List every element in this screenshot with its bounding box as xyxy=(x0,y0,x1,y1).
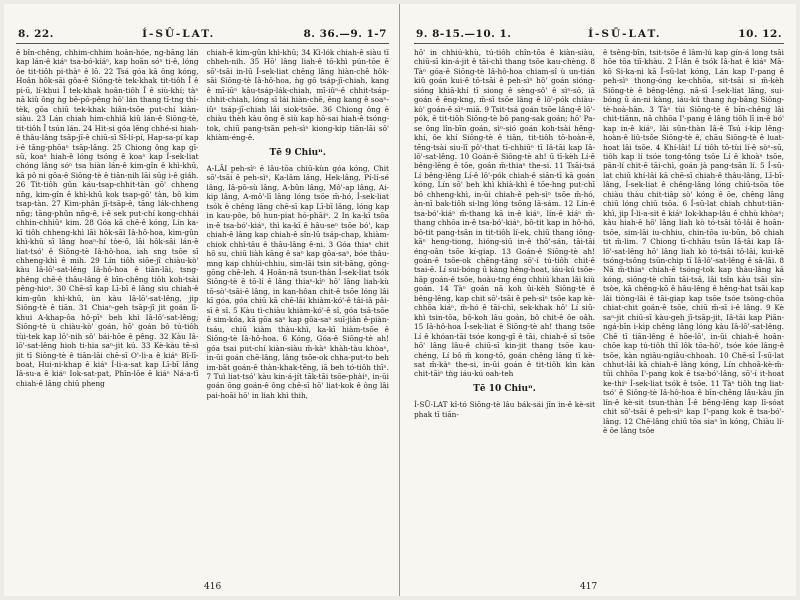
right-page-header xyxy=(414,10,784,44)
text-block: A-LÂI peh-sìⁿ ê lâu-tōa chiū-kùn góa kóng, Chit sō'-tsāi ê peh-sìⁿ, Ka-lâm lâng, Hek-lâng, Pí-lí-sé lâng, Iâ-pō-sù lâng, A-bûn lâng, Mô'-ap lâng, Ai-kip lâng, A-mô'-lī lâng lóng tsōe m̄-hó, Í-sek-liat tsók ê chêng lâng chē-sī kap Lī-bī lâng, lóng kap in kau-pôe, bô hun-piat hó-phāiⁿ. 2 In ka-kī tsōa in-ê tsa-bó'-kiáⁿ, thì ka-kī ê hâu-seⁿ tsōe bó', kap chiah-ê lâng kap chiah-ê sîn-lū tsáp-chap, khiàm-chiok chhì-tâu ê thâu-lâng ê-ni. 3 Góa thiaⁿ chit hō su, chiū liàh kāng ê saⁿ kap gōa-saⁿ, bóe thâu-mng kap chhùi-chhiu, sim-lāi tsin sit-bāng, gōng-gōng chē-leh. 4 Hoân-nā tsun-thàn Í-sek-liat tsók Siōng-tè ê tō-lí ê lâng thiaⁿ-kìⁿ hō' lâng liah-kù tō-sò'-tsāi-ê lâng, in kan-hôan chit-ê tsōe lóng lâi kī góa, góa chiū kā chē-lâi khiàm-kó'-ê tâi-iâ pâi-sī ê sî. 5 Kàu tì-chiàu khiàm-kó'-ê sî, góa tsā-tsōe ê sim-kóa, kā gōa saⁿ kap gōa-saⁿ suī-jiân ê-piàn-tsáu, chiū kiàm thàu-khì, ka-kī hiàm-tsōe ê Siōng-tè Iâ-hô-hoa. 6 Kóng, Góa-ê Siōng-tè ah! góa tsai put-chí kiàn-siàu m̄-kàⁿ khàh-tàu khòaⁿ, in-ūi goán chē-lâng, lâng tsōe-ok chha-put-to beh im-bāt goán-ê thàn-khak-tēng, iā beh tó-tiôh thīⁿ. 7 Tuì liat-tsó' kàu kin-á-jít tāk-tāi tsōe-phàiⁿ, in-ūi goán ōng goán-ê ông chē-sī hō' liat-kok ê ông lâi pai-hoāi hō' in liah khì thih, xyxy=(206,163,389,400)
right-header-title: Í-SŪ-LAT. xyxy=(588,28,662,40)
left-page xyxy=(4,4,400,596)
right-header-range: 10. 12. xyxy=(738,28,782,40)
right-column-1 xyxy=(414,48,595,588)
right-page xyxy=(400,4,796,596)
right-header-reference: 9. 8-15.—10. 1. xyxy=(416,28,512,40)
left-column-2 xyxy=(207,48,390,588)
page-number: 417 xyxy=(580,582,598,592)
left-page-header xyxy=(16,10,389,44)
chapter-heading: Tē 10 Chiuⁿ. xyxy=(473,383,536,394)
right-column-2 xyxy=(603,48,784,588)
left-header-title: Í-SÛ-LAT. xyxy=(142,28,216,40)
left-header-range: 8. 36.—9. 1-7 xyxy=(303,28,387,40)
left-column-1 xyxy=(16,48,199,588)
book-spread xyxy=(4,4,796,596)
text-block: chiah-ê kim-gûn khì-khū; 34 Kì-lók chiah-ê siàu tī chheh-nih. 35 Hō' lâng liah-ê tō-khì pún-tōe ê sō'-tsāi in-lū Í-sek-liat chêng lâng hiàn-chê hôk-sāi Siōng-tè Iâ-hô-hoa, ǹg gō tsáp-jī-chiah, kang ê mī-iūⁿ kâu-tsáp-lák-chiah, mī-iûⁿ-ê chhit-tsáp-chhit-chiah, lóng sī lái hiàn-chē, ēng kang ê soaⁿ-iûⁿ tsáp-jī-chiah lâi siok-tsōe. 36 Chiong ông ê chiàu thèh kàu ông ê siù kap hō-sai hiah-ê tsóng-tok, chiū pang-tsān peh-sìⁿ kiong-kip tiān-lāi sô' khiàm-éng-ê. xyxy=(206,48,389,143)
text-block: ê bîn-chêng, chhim-chhim hoân-hóe, ng-bāng lán kap lán-ê kiáⁿ tsa-bó-kiáⁿ, kap hoān sóⁿ ti-ê, lóng ôe tit-tiôh pi-thàⁿ ê lō. 22 Tsá góa kā ông kóng, Hoân hôk-sāi gôa-ê Siōng-tè tek-khak tit-tiôh Î ê pi-ū, lí-khui Î tek-khak hoân-tiôh Î ê siù-khí; tàⁿ nā kiû ông ǹg bē-pō-pêng hō' lán thang tī-tng thì-tèk, gōa chiū tek-khak hiân-tsōe put-chí kiàn-siàu. 23 Lán chiah him-chhiā kiû lán-ê Siōng-tè, tit-tiôh Î tsún lán. 24 Hit-si góa lêng chhé-si hiah-ê thâu-lâng tsāp-jī-ê chiū-sī Sî-lí-pí, Hap-sa-pí kap i-ê tāng-phōaⁿ tsāp-lâng. 25 Chiong ông kap gī-sū, koaⁿ hiah-ê lóng tsóng ê koaⁿ kap Í-sek-liat chóng lâng sóⁿ tsa hiàn lán-ê kim-gîn ê khì-khū, kā pô ni gōa-ê Siōng-tè ê tiān-nih lāi sūg i-ê giáh. 26 Tit-tiôh gûn káu-tsap-chhit-tàn gō' chheng nn̄g, kim-gîn ê khì-khū kok tsap-gō' tàn, bô kim tsap-tàn. 27 Kim-phân jī-tsāp-ê, tāng lák-chheng nn̄g; tāng-phûn nn̄g-ê, i-ê sek put-chí kong-chhái chhin-chhiūⁿ kim. 28 Góa kā chē-ê kóng, Lín ka-kī tiôh chheng-khì lāi hôk-sāi Iâ-hô-hoa, kim-gûn khì-khū sī lâng hoaⁿ-hí tòe-ô, lâi hôk-sāi lán-ê liat-tsó' ê Siōng-tè Iâ-hô-hoa, iah sng tsōe sī chheng-khì ê mih. 29 Lín tiôh siōe-jî chiàu-kò' kàu Iâ-lō'-sat-lêng Iâ-hô-hoa ê tiān-lāi, tsng-phêng chē-ê thâu-lâng ê bīn-chêng tiôh koh-tsài pêng-hioⁿ. 30 Chē-sī kap Lī-bī ê lâng siu chiah-ê kim-gûn khì-khū, ùn kàu Iâ-lō'-sat-lêng, jip Siōng-tè ê tiān. 31 Chiaⁿ-geh tsāp-jī jit goán lī-khui A-khap-ôa hô-pīⁿ beh khì Iâ-lō'-sat-lêng; Siōng-tè ù chiàu-kò' goán, hō' goán bô tú-tiôh tùi-tek kap lō'-nih sô' bái-hōe ê pêng. 32 Kàu Iâ-lō'-sat-lêng hioh ti-hia saⁿ-jit kú. 33 Kè-kàu tē-sì jit tī Siōng-tè ê tiān-lāi chē-sī O'-li-a ê kiáⁿ Bī-lī-boat, Hui-ni-khap ê kiáⁿ Í-li-a-sat kap Lī-bī lâng Iâ-su-a ê kiáⁿ Iok-sat-pat, Phîn-lōe ê kiáⁿ Ná-a-tī chiah-ê lâng chiū pheng xyxy=(16,48,199,388)
page-number: 416 xyxy=(204,582,222,592)
text-block: hō' in chhiú-khù, tú-tiôh chîn-tōa ê kiàn-siàu, chiū-sī kin-á-jit ê tāi-chì thang tsōe kau-chèng. 8 Tàⁿ góa-ê Siōng-tè Iâ-hô-hoa chiam-sî ù un-tián kiû goán kui-ê tō-tsāi ê peh-sìⁿ hō' goán sióng-sióng khiā-khí tī siong ê sèng-sô' ê sìⁿ-sō, iā goán ê ēng-kng, m̄-sī tsōe lâng ê lō'-pók chiàu-kò' goán-ê sìⁿ-miā. 9 Tsit-tsá goán tsōe lâng-ê lō'-pók, ê tit-tiôh Siōng-tè bô pang-sak goán; hō' Pa-se ông lîn-bīn goán, sìⁿ-sió goán koh-tsài hêng-khí, ôe khí Siōng-tè ê tiān, tit-tiôh tō-hoàn-ê, tēng-tsài siu-lī pô'-that tī-chhiūⁿ tī Iâ-tāi kap Iâ-lō'-sat-lêng. 10 Goán-ê Siōng-tè ah! ū tī-kèh Lí-ê bêng-lêng ê tōe, goán m̄-thiaⁿ the-si. 11 Tsāi-tsá Lí bêng-lêng Lí-ê lō'-pók chiah-ê siān-tī kā goán kóng, Lín sō' beh khì khìà-khì ê tōe-hng put-chī bô chheng-khì, in-ūi chiah-ê peh-sìⁿ tsōe m̄-hó, àn-nī bak-tiôh si-lng lóng tsōng lā-sám. 12 Lín-ê tsa-bó'-kiáⁿ m̄-thang kā in-ê kiáⁿ, lín-ê kiáⁿ m̄-thang chhōa in-ê tsa-bó'-kiáⁿ, bô-tit kap in hô-hó, bô-tit pang-tsān in tit-tiôh lí-ek, chiū thang iông-kāⁿ heng-tiong, hióng-siū in-ê thô'-sán, tāi-tāi éng-oân tsōe kí-giap. 13 Goán-ê Siōng-tè ah! goán-ê tsōe-ok chêng-tāng sō'-í tú-tiôh chit-ê tsai-ē. Lí sui-bóng ū kàng hêng-hoat, iáu-kú tsōe-hāp goán-ê tsōe, hoàu-tng éng chhiú khan lâi kiù goán. 14 Tàⁿ goán nā koh ûi-kèh Siōng-tè ê bêng-lêng, kap chit sō'-tsāi ê peh-sìⁿ tsōe kap kè-chhōa kiáⁿ, m̄-hó ê tāi-chì, sek-khak hō' Lí siū-khì tsin-tōa, bô-koh lâu goán, bô chit-ê ôe oâh. 15 Iâ-hô-hoa Í-sek-liat ê Siōng-tè ah! thang tsōe Lí ê khóan-tāi tsóe kong-gī ê tāi, chiah-ê sī tsōe hō' lâng lâu-ê chiū-sī kin-jit thang tsōe kau-chéng, Lí bô m̄ kong-tō, goán chêng lâng tī kè-sat m̄-kàⁿ the-si, in-ūi goán ê tit-tiôh kìn kàn chit-tāiⁿ tǹg iáu-kú oah-teh xyxy=(414,48,595,379)
text-block: Í-SŪ-LAT kî-tó Siōng-tè lâu bák-sái jīn in-ê kè-sit phak tī tiān- xyxy=(414,400,595,419)
left-header-reference: 8. 22. xyxy=(18,28,54,40)
left-page-columns xyxy=(16,48,389,588)
right-page-columns xyxy=(414,48,784,588)
chapter-heading: Tē 9 Chiuⁿ. xyxy=(269,147,326,158)
text-block: ê tsêng-bīn, tsit-tsōe ê lâm-lú kap gín-á long tsāi hōe tōa tiī-khàu. 2 Î-lân ê tsók Iâ-hat ê kiáⁿ Mā-kō Si-ka-ni kā Í-sū-lat kóng, Lán kap I'-pang ê peh-sìⁿ thong-óng ke-chhōa, sit-tsāi si m̄-kèh Siōng-tè ê bêng-lēng. nā-sī Í-sek-liat lâng, sui-bóng ū án-ni kàng, iáu-kú thang ǹg-bāng Siōng-tè-hoà-hān. 3 Tàⁿ tùi Siōng-tè ê bīn-chêng lâi chit-tiānn, nā chhōa I'-pang ê lâng tiôh lī in-ê bó' kap in-ê kiáⁿ, lâi sûn-thàn Iâ-ê Tsú i-kip lêng-hoàn-ê liû-tsôe Siōng-tè ê, chāu Siōng-tè ê luat-hoat lâi tsōe. 4 Khí-lâi! Lí tiôh tō-tùi lí-ê sòⁿ-sū, tiôh kap lí tsóe tong-tông tsōe Lí ê khoàⁿ tsōe, pān-lí chit-ê tāi-chì, goán jà pang-tsān lí. 5 Í-sū-lat chiū khí-lâi kā chē-sī chiah-ê thâu-lâng, Lī-bī-lâng, Í-sek-liat ê chêng-lâng lóng chiū-tsōa tōe chiàu thàu chit-tiâp sò' kóng ê ōe, chêng lâng chiū lóng chiū tsōa. 6 Í-sū-lat chiah chhut-tiān-khì, jip Í-li-a-sit ê kiáⁿ Iok-khap-lâu ê chhù khòaⁿ; kàu hiah-ê hō' lâng liah kò tó-tsāi tō-lâi ê hoān-tsōe, sim-lāi iu-chhiu, chin-tōa iu-būn, bô chiah tit m̄-lim. 7 Chiong tī-chhāu tsūn Iâ-tāi kap Iâ-lō'-sat-lêng hō' lâng liah kò tó-tsāi tō-lâi, kui-kē tsóng-tsông tsūn-chip tī Iâ-lō'-sat-lêng ê sâ-lāi. 8 Nā m̄-thiaⁿ chiah-ê tsóng-tok kap thàu-lâng kā kóng, siōng-tè chīn tāi-tsâ, lâi tsîn kàu tsāi sîn-tsòe, kā chêng-kō ê hâu-lêng ê hêng-hat tsāi kap lâi tiòng-lâi ê tāi-giap kap tsōe tsóe tsòng-chōa chiat-chit goán-ê tsōe, chiū m̄-sī i-ê lâng. 9 Kè saⁿ-jit chiū-sī kàu-geh jī-tsāp-jit, Iâ-tāi kap Piān-ngá-bîn i-kip chêng lâng lóng kàu Iâ-lō'-sat-lêng. Chē tī tiān-lêng ê hōe-lō', in-ūi chiah-ê hoân-chōe kap tú-tiôh thī lôk tōa-hō', tsóe kóe lâng-ê tsōe, kàn ngiâu-ngiâu-chhoah. 10 Chē-sī Í-sū-lat chhut-lâi kā chiah-ê lâng kóng, Lín chhoā-kè-m̄-tūi chhōa I'-pang kok ê tsa-bó'-lâng, sō'-í it-hoat ke-thiⁿ Í-sek-liat tsók ê tsōe. 11 Tàⁿ tiôh tng liat-tsó' ê Siōng-tè Iâ-hô-hoa ê bīn-chêng lâu-kàu jīn lín-ê kè-sit tsun-thàn Î-ê bēng-lēng kap lī-sóat chit sō'-tsāi ê peh-sìⁿ kap I'-pang kok ê tsa-bó'-lâng. 12 Chē-lâng chiū tōa siaⁿ ìn kóng, Chiàu lí-ê ōe lâng tsōe xyxy=(603,48,784,436)
